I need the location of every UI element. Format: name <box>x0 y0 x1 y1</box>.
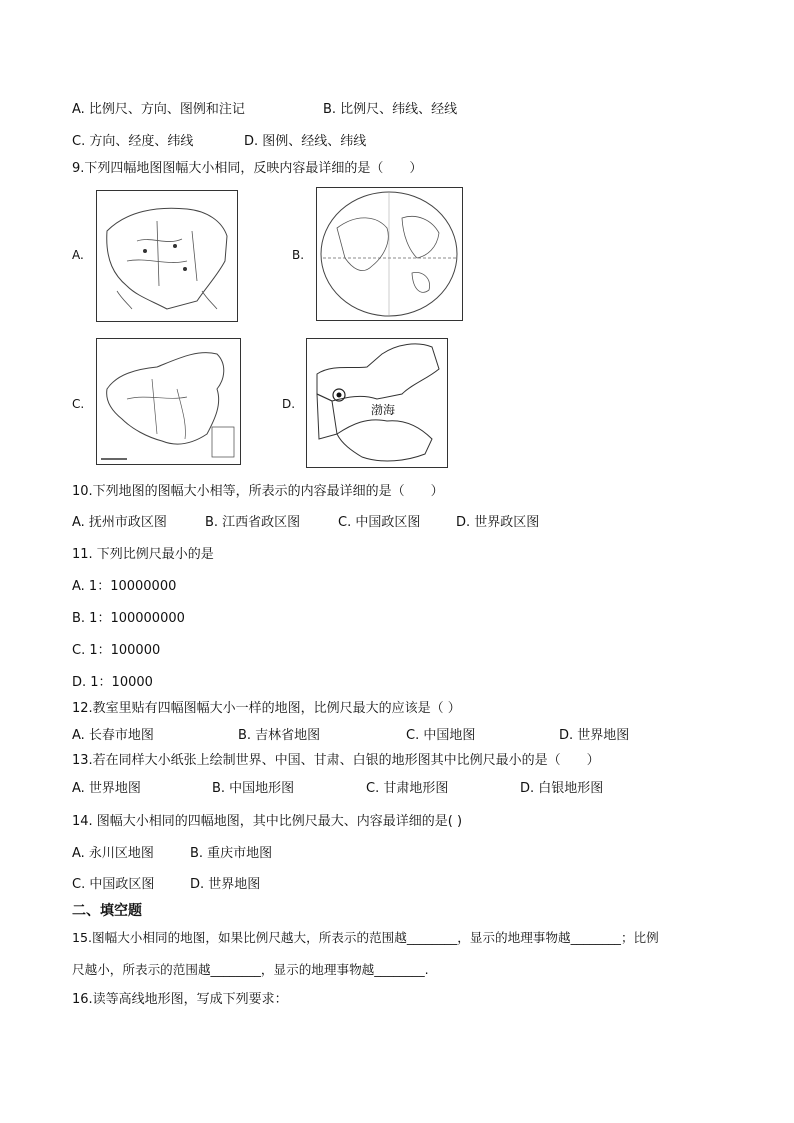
q9-label-b: B. <box>292 248 305 262</box>
question-16: 16.读等高线地形图，写成下列要求： <box>72 992 288 1007</box>
q12-option-c: C. 中国地图 <box>406 728 476 743</box>
map-asia-drawing <box>97 191 237 321</box>
map-d-sea-label: 渤海 <box>371 403 396 417</box>
map-world <box>316 187 463 321</box>
map-world-drawing <box>317 188 462 320</box>
map-china-drawing <box>97 339 240 464</box>
question-10: 10.下列地图的图幅大小相等，所表示的内容最详细的是（ ） <box>72 484 444 499</box>
q10-option-d: D. 世界政区图 <box>456 515 540 530</box>
q13-option-a: A. 世界地图 <box>72 781 141 796</box>
question-15-line-2: 尺越小，所表示的范围越________，显示的地理事物越________. <box>72 962 429 977</box>
q12-option-d: D. 世界地图 <box>559 728 630 743</box>
q14-option-c: C. 中国政区图 <box>72 877 155 892</box>
map-asia <box>96 190 238 322</box>
q9-label-d: D. <box>282 397 296 411</box>
q14-option-a: A. 永川区地图 <box>72 846 154 861</box>
question-9: 9.下列四幅地图图幅大小相同，反映内容最详细的是（ ） <box>72 161 423 176</box>
q11-option-d: D. 1：10000 <box>72 675 153 690</box>
question-14: 14. 图幅大小相同的四幅地图，其中比例尺最大、内容最详细的是( ) <box>72 814 463 829</box>
q8-option-d: D. 图例、经线、纬线 <box>244 134 367 149</box>
q11-option-a: A. 1：10000000 <box>72 579 177 594</box>
question-11: 11. 下列比例尺最小的是 <box>72 547 214 562</box>
question-13: 13.若在同样大小纸张上绘制世界、中国、甘肃、白银的地形图其中比例尺最小的是（ ） <box>72 753 600 768</box>
question-15-line-1: 15.图幅大小相同的地图，如果比例尺越大，所表示的范围越________，显示的地理事物越________；比例 <box>72 930 659 945</box>
q8-option-b: B. 比例尺、纬线、经线 <box>323 102 458 117</box>
q10-option-b: B. 江西省政区图 <box>205 515 301 530</box>
map-bohai <box>306 338 448 468</box>
q9-label-c: C. <box>72 397 85 411</box>
q13-option-b: B. 中国地形图 <box>212 781 295 796</box>
q10-option-c: C. 中国政区图 <box>338 515 421 530</box>
q10-option-a: A. 抚州市政区图 <box>72 515 167 530</box>
q12-option-a: A. 长春市地图 <box>72 728 154 743</box>
q13-option-d: D. 白银地形图 <box>520 781 604 796</box>
q12-option-b: B. 吉林省地图 <box>238 728 321 743</box>
q14-option-b: B. 重庆市地图 <box>190 846 273 861</box>
q11-option-c: C. 1：100000 <box>72 643 161 658</box>
q11-option-b: B. 1：100000000 <box>72 611 185 626</box>
map-china <box>96 338 241 465</box>
section-fill-in-title: 二、填空题 <box>72 903 142 919</box>
q8-option-a: A. 比例尺、方向、图例和注记 <box>72 102 245 117</box>
q13-option-c: C. 甘肃地形图 <box>366 781 449 796</box>
q14-option-d: D. 世界地图 <box>190 877 261 892</box>
q8-option-c: C. 方向、经度、纬线 <box>72 134 194 149</box>
question-12: 12.教室里贴有四幅图幅大小一样的地图，比例尺最大的应该是（ ） <box>72 701 461 716</box>
q9-label-a: A. <box>72 248 84 262</box>
